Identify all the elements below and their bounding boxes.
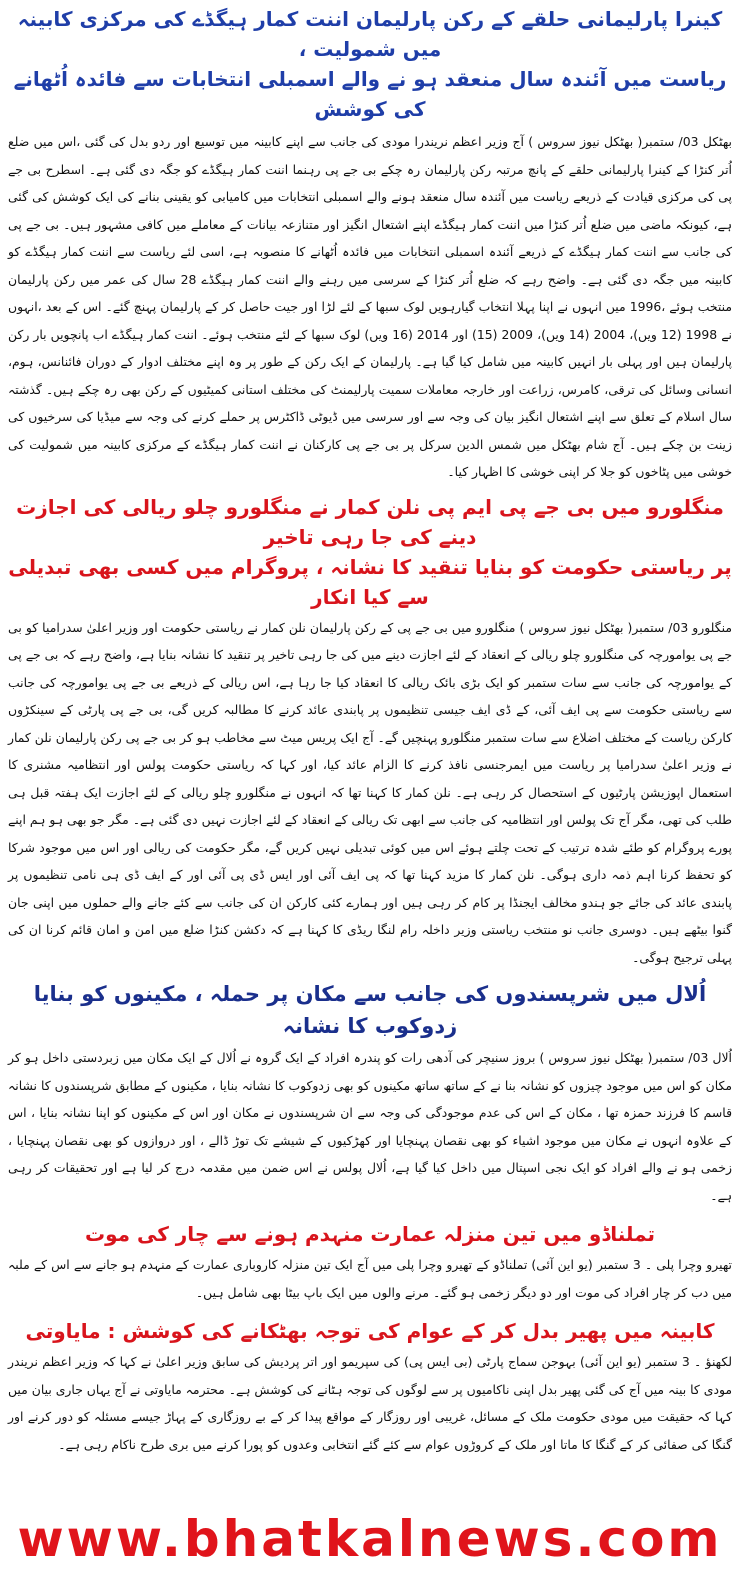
headline-line: منگلورو میں بی جے پی ایم پی نلن کمار نے منگلورو چلو ریالی کی اجازت دینے کی جا رہی تاخیر <box>16 494 724 549</box>
article-body: اُلال 03/ ستمبر( بھٹکل نیوز سروس ) بروز سنیچر کی آدھی رات کو پندرہ افراد کے ایک گروہ نے اُلال کے ایک مکان میں زبردستی داخل ہو کر مکان کو اس میں موجود چیزوں کو نشانہ بنا نے کے ساتھ ساتھ مکینوں کو بھی زدوکوب کا نشانہ بنایا ، مکینوں کے مطابق شرپسندوں کا نشانہ قاسم کا فرزند حمزہ تھا ، مکان کے اس کی عدم موجودگی کی وجہ سے ان شرپسندوں نے مکان اور اس کے مکینوں کو اپنا نشانہ بنایا ، اس کے علاوہ انہوں نے مکان میں موجود اشیاء کو بھی نقصان پہنچایا اور کھڑکیوں کے شیشے تک توڑ ڈالے ، اور دروازوں کو بھی نقصان پہنچایا ، زخمی ہو نے والے افراد کو ایک نجی اسپتال میں داخل کیا گیا ہے، اُلال پولس نے اس ضمن میں مقدمہ درج کر لیا ہے اور تحقیقات کر رہی ہے۔ <box>8 1050 732 1203</box>
article-headline <box>8 979 732 1042</box>
article-body: بھٹکل 03/ ستمبر( بھٹکل نیوز سروس ) آج وزیر اعظم نریندرا مودی کی جانب سے اپنے کابینہ میں توسیع اور ردو بدل کی گئی ،اس میں ضلع اُتر کنڑا کے کینرا پارلیمانی حلقے کے پانچ مرتبہ رکن پارلیمان رہ چکے بی جے پی رہنما اننت کمار ہیگڈے کو جگہ دی گئی ہے۔ اسطرح بی جے پی کی مرکزی قیادت کے ذریعے ریاست میں آئندہ سال منعقد ہونے والے اسمبلی انتخابات میں کامیابی کو یقینی بنانے کی ایک کوشش کی گئی ہے، کیونکہ ماضی میں ضلع اُتر کنڑا میں اننت کمار ہیگڈے اپنے اشتعال انگیز اور متنازعہ بیانات کے معاملے میں کافی مشہور ہیں۔ بی جے پی کی جانب سے اننت کمار ہیگڈے کے ذریعے آئندہ اسمبلی انتخابات میں فائدہ اُٹھانے کا منصوبہ ہے، اسی لئے ریاست سے اننت کمار ہیگڈے کو کابینہ میں جگہ دی گئی ہے۔ واضح رہے کہ ضلع اُتر کنڑا کے سرسی میں رہنے والے اننت کمار ہیگڈے 28 سال کی عمر میں رکن پارلیمان منتخب ہوئے ،1996 میں انہوں نے اپنا پہلا انتخاب گیارہویں لوک سبھا کے لئے لڑا اور جیت حاصل کر کے پارلیمان پہنچ گئے۔ اس کے بعد ،انہوں نے 1998 (12 ویں)، 2004 (14 ویں)، 2009 (15) اور 2014 (16 ویں) لوک سبھا کے لئے منتخب ہوئے۔ اننت کمار ہیگڈے اب پانچویں بار رکن پارلیمان ہیں اور پہلی بار انہیں کابینہ میں شامل کیا گیا ہے۔ پارلیمان کے ایک رکن کے طور پر وہ اپنے مختلف ادوار کے دوران فائنانس، ہوم، انسانی وسائل کی ترقی، کامرس، زراعت اور خارجہ معاملات سمیت پارلیمنٹ کی مختلف استانی کمیٹیوں کے رکن بھی رہ چکے ہیں۔ گذشتہ سال اسلام کے تعلق سے اپنے اشتعال انگیز بیان کی وجہ سے اور سرسی میں ڈیوٹی ڈاکٹرس پر حملے کرنے کی وجہ سے میڈیا کی سرخیوں کی زینت بن چکے ہیں۔ آج شام بھٹکل میں شمس الدین سرکل پر بی جے پی کارکنان نے اننت کمار ہیگڈے کے مرکزی کابینہ میں شمولیت کی خوشی میں پٹاخوں کو جلا کر اپنی خوشی کا اظہار کیا۔ <box>8 134 733 479</box>
article-headline <box>8 0 732 124</box>
article-body: منگلورو 03/ ستمبر( بھٹکل نیوز سروس ) منگلورو میں بی جے پی کے رکن پارلیمان نلن کمار نے ریاستی حکومت اور وزیر اعلیٰ سدرامیا کو بی جے پی یوامورچہ کی منگلورو چلو ریالی کے انعقاد کے لئے اجازت دینے میں کی جا رہی تاخیر پر تنقید کا نشانہ بنایا ہے، واضح رہے کہ بی جے پی کے یوامورچہ کی جانب سے سات ستمبر کو ایک بڑی بائک ریالی کا انعقاد کیا جا رہا ہے، اس ریالی کے ذریعے بی جے پی یوامورچہ کی جانب سے ریاستی حکومت سے پی ایف آئی، کے ڈی ایف جیسی تنظیموں پر پابندی عائد کرنے کا مطالبہ کریں گی، بی جے پی پارٹی کے سینکڑوں کارکن ریاست کے مختلف اضلاع سے سات ستمبر منگلورو پہنچیں گے۔ آج ایک پریس میٹ سے مخاطب ہو کر بی جے پی رکن پارلیمان نلن کمار نے وزیر اعلیٰ سدرامیا پر ریاست میں ایمرجنسی نافذ کرنے کا الزام عائد کیا، اور کہا کہ ریاستی حکومت پولس اور انتظامیہ مشنری کا استعمال اپوزیشن پارٹیوں کے استحصال کر رہی ہے۔ نلن کمار کا کہنا تھا کہ انہوں نے منگلورو چلو ریالی کے لئے اجازت ایک ہفتہ قبل ہی طلب کی تھی، مگر آج تک پولس اور انتظامیہ کی جانب سے ابھی تک ریالی کے انعقاد کے لئے اجازت نہیں دی گئی ہے۔ مگر جو بھی ہو ہم اپنے پورے پروگرام کو طئے شدہ ترتیب کے تحت چلتے ہوئے اس میں کوئی تبدیلی نہیں کریں گے، مگر حکومت کی ریالی اور اس میں موجود شرکا کو تحفظ کرنا اہم ذمہ داری ہوگی۔ نلن کمار کا مزید کہنا تھا کہ پی ایف آئی اور ایس ڈی پی آئی اور کے ایف ڈی ہی نامی تنظیموں پر پابندی عائد کی جائے جو ہندو مخالف ایجنڈا پر کام کر رہی ہیں اور ہمارے کئی کارکن ان کی جانب سے کئے جانے والے حملوں میں اپنی جان گنوا بیٹھے ہیں۔ دوسری جانب نو منتخب ریاستی وزیر داخلہ رام لنگا ریڈی کا کہنا ہے کہ دکشن کنڑا ضلع میں امن و امان قائم کرنا ان کی پہلی ترجیح ہوگی۔ <box>8 619 732 965</box>
headline-line: ریاست میں آئندہ سال منعقد ہو نے والے اسمبلی انتخابات سے فائدہ اُٹھانے کی کوشش <box>13 67 727 121</box>
article-headline <box>8 492 732 612</box>
headline-line: کینرا پارلیمانی حلقے کے رکن پارلیمان اننت کمار ہیگڈے کی مرکزی کابینہ میں شمولیت ، <box>17 7 723 61</box>
article-body: لکھنؤ ۔ 3 ستمبر (یو این آئی) بہوجن سماج پارٹی (بی ایس پی) کی سپریمو اور اتر پردیش کی سابق وزیر اعلیٰ نے کہا کہ وزیر اعظم نریندر مودی کا بینہ میں آج کی گئی پھیر بدل اپنی ناکامیوں پر سے لوگوں کی توجہ ہٹانے کی کوشش ہے۔ محترمہ مایاوتی نے آج یہاں جاری بیان میں کہا کہ حقیقت میں مودی حکومت ملک کے مسائل، غریبی اور روزگار کے مواقع پیدا کر کے بے روزگاری کے پہاڑ جیسے مسئلہ کو دور کرنے اور گنگا کی صفائی کر کے گنگا کا ماتا اور ملک کے کروڑوں عوام سے کئے گئے انتخابی وعدوں کو پورا کرنے میں بری طرح ناکام رہی ہے۔ <box>7 1354 733 1452</box>
article-ullal-attack <box>8 979 732 1209</box>
article-body: تھیرو وچرا پلی ۔ 3 ستمبر (یو این آئی) تملناڈو کے تھیرو وچرا پلی میں آج ایک تین منزلہ کاروباری عمارت کے منہدم ہو جانے سے اس کے ملبہ میں دب کر چار افراد کی موت اور دو دیگر زخمی ہو گئے۔ مرنے والوں میں ایک باپ بیٹا بھی شامل ہیں۔ <box>8 1257 732 1300</box>
footer-website-url[interactable]: www.bhatkalnews.com <box>17 1510 723 1568</box>
headline-line: پر ریاستی حکومت کو بنایا تنقید کا نشانہ ، پروگرام میں کسی بھی تبدیلی سے کیا انکار <box>8 554 732 609</box>
article-mangaluru-rally <box>8 492 732 972</box>
article-tamilnadu-collapse <box>8 1219 732 1306</box>
headline-line: اُلال میں شرپسندوں کی جانب سے مکان پر حملہ ، مکینوں کو بنایا زدوکوب کا نشانہ <box>33 982 707 1038</box>
article-mayawati <box>8 1316 732 1458</box>
headline-line: تملناڈو میں تین منزلہ عمارت منہدم ہونے سے چار کی موت <box>84 1222 656 1246</box>
article-headline <box>8 1219 732 1249</box>
article-headline <box>8 1316 732 1346</box>
headline-line: کابینہ میں پھیر بدل کر کے عوام کی توجہ بھٹکانے کی کوشش : مایاوتی <box>25 1319 715 1343</box>
article-hegde-cabinet <box>8 0 732 486</box>
